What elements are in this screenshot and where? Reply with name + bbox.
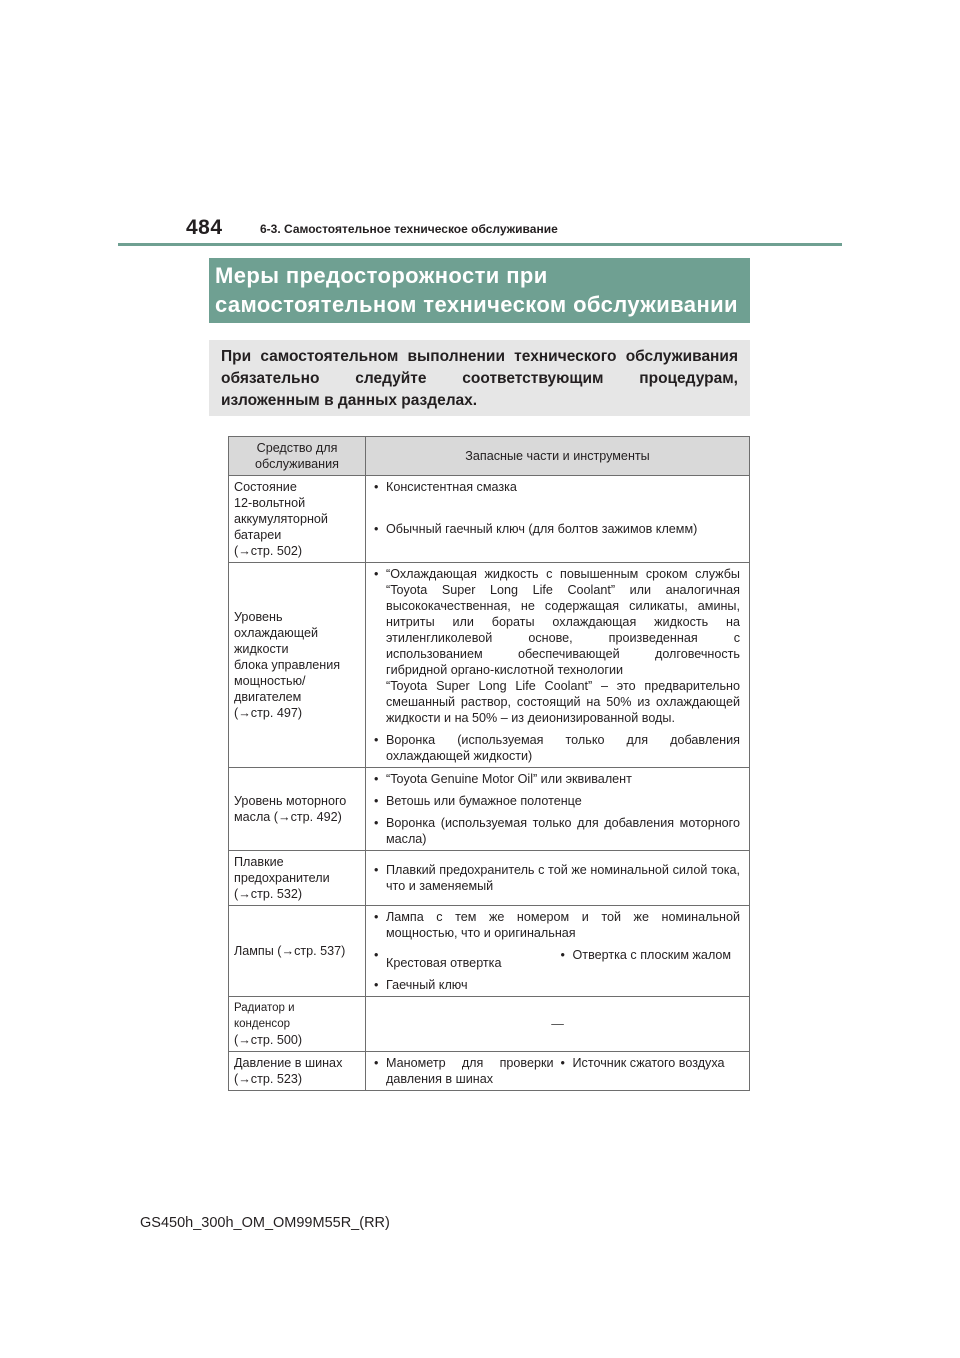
service-label: конденсор bbox=[234, 1018, 291, 1030]
intro-line: обязательно следуйте соответствующим процедурам, bbox=[221, 370, 738, 387]
service-label: 12-вольтной bbox=[234, 496, 306, 510]
list-item bbox=[371, 566, 744, 726]
parts-cell bbox=[366, 906, 750, 997]
list-item: • Крестовая отвертка bbox=[371, 947, 558, 971]
service-label: аккумуляторной bbox=[234, 512, 328, 526]
list-item: • Отвертка с плоским жалом bbox=[558, 947, 745, 963]
list-item: • Источник сжатого воздуха bbox=[558, 1055, 745, 1071]
page-reference: (→стр. 497) bbox=[234, 706, 303, 720]
list-item: • “Toyota Genuine Motor Oil” или эквивалент bbox=[371, 771, 744, 787]
service-label: Уровень bbox=[234, 610, 283, 624]
page-reference: (→стр. 532) bbox=[234, 887, 303, 901]
service-cell bbox=[229, 906, 366, 997]
page-reference: (→стр. 500) bbox=[234, 1033, 303, 1047]
service-cell bbox=[229, 768, 366, 851]
list-item: • Воронка (используемая только для добавления моторного масла) bbox=[371, 815, 744, 847]
table-row bbox=[229, 997, 750, 1052]
service-cell bbox=[229, 1052, 366, 1091]
service-cell bbox=[229, 851, 366, 906]
service-label: охлаждающей bbox=[234, 626, 318, 640]
service-label: Радиатор и bbox=[234, 1002, 295, 1014]
service-cell bbox=[229, 563, 366, 768]
two-column-items bbox=[371, 947, 744, 971]
page-title-line: самостоятельном техническом обслуживании bbox=[215, 292, 738, 317]
service-label: мощностью/ bbox=[234, 674, 306, 688]
list-item: • Ветошь или бумажное полотенце bbox=[371, 793, 744, 809]
service-label: Лампы (→стр. 537) bbox=[234, 944, 346, 958]
table-row bbox=[229, 768, 750, 851]
service-label: предохранители bbox=[234, 871, 330, 885]
table-row bbox=[229, 906, 750, 997]
table-row bbox=[229, 851, 750, 906]
service-label: жидкости bbox=[234, 642, 289, 656]
service-label: Состояние bbox=[234, 480, 297, 494]
list-item-text: • “Охлаждающая жидкость с повышенным сроком службы “Toyota Super Long Life Coolant” или аналогичная высококачественная, не содержащая силикаты, амины, нитриты или бораты охлаждающая жидкость на этиленгликолевой основе, произведенная с использованием обеспечивающей долговечность гибридной органо-кислотной технологии bbox=[386, 567, 740, 677]
list-item: • Манометр для проверки давления в шинах bbox=[371, 1055, 558, 1087]
page-title-line: Меры предосторожности при bbox=[215, 263, 548, 288]
service-label: Плавкие bbox=[234, 855, 284, 869]
parts-cell bbox=[366, 768, 750, 851]
table-row bbox=[229, 1052, 750, 1091]
intro-line: изложенным в данных разделах. bbox=[221, 392, 478, 409]
list-item: • Обычный гаечный ключ (для болтов зажимов клемм) bbox=[371, 521, 744, 537]
table-header-row bbox=[229, 437, 750, 476]
service-cell bbox=[229, 997, 366, 1052]
page-title bbox=[209, 258, 750, 323]
parts-cell bbox=[366, 997, 750, 1052]
table-row bbox=[229, 476, 750, 563]
service-label: масла (→стр. 492) bbox=[234, 810, 342, 824]
list-item: • Лампа с тем же номером и той же номинальной мощностью, что и оригинальная bbox=[371, 909, 744, 941]
header-divider bbox=[118, 243, 842, 246]
parts-cell bbox=[366, 1052, 750, 1091]
parts-cell bbox=[366, 476, 750, 563]
two-column-items bbox=[371, 1055, 744, 1087]
service-label: двигателем bbox=[234, 690, 302, 704]
intro-line: При самостоятельном выполнении технического обслуживания bbox=[221, 348, 738, 365]
list-item-note: “Toyota Super Long Life Coolant” – это предварительно смешанный раствор, состоящий на 50% из охлаждающей жидкости и на 50% – из деионизированной воды. bbox=[386, 679, 740, 725]
list-item: • Гаечный ключ bbox=[371, 977, 744, 993]
parts-cell bbox=[366, 851, 750, 906]
page-number: 484 bbox=[186, 216, 223, 239]
parts-cell bbox=[366, 563, 750, 768]
section-header: 6-3. Самостоятельное техническое обслуживание bbox=[260, 222, 558, 236]
table-row bbox=[229, 563, 750, 768]
page-reference: (→стр. 523) bbox=[234, 1072, 303, 1086]
parts-table bbox=[228, 436, 750, 1091]
service-label: батареи bbox=[234, 528, 282, 542]
list-item: • Консистентная смазка bbox=[371, 479, 744, 495]
footer-code: GS450h_300h_OM_OM99M55R_(RR) bbox=[140, 1215, 390, 1231]
empty-dash: — bbox=[551, 1017, 564, 1031]
service-cell bbox=[229, 476, 366, 563]
intro-paragraph bbox=[209, 340, 750, 416]
column-header-service: Средство для обслуживания bbox=[229, 437, 366, 476]
service-label: Уровень моторного bbox=[234, 794, 347, 808]
list-item: • Воронка (используемая только для добавления охлаждающей жидкости) bbox=[371, 732, 744, 764]
column-header-parts: Запасные части и инструменты bbox=[366, 437, 750, 476]
page-reference: (→стр. 502) bbox=[234, 544, 303, 558]
service-label: Давление в шинах bbox=[234, 1056, 343, 1070]
list-item: • Плавкий предохранитель с той же номинальной силой тока, что и заменяемый bbox=[371, 862, 744, 894]
service-label: блока управления bbox=[234, 658, 341, 672]
